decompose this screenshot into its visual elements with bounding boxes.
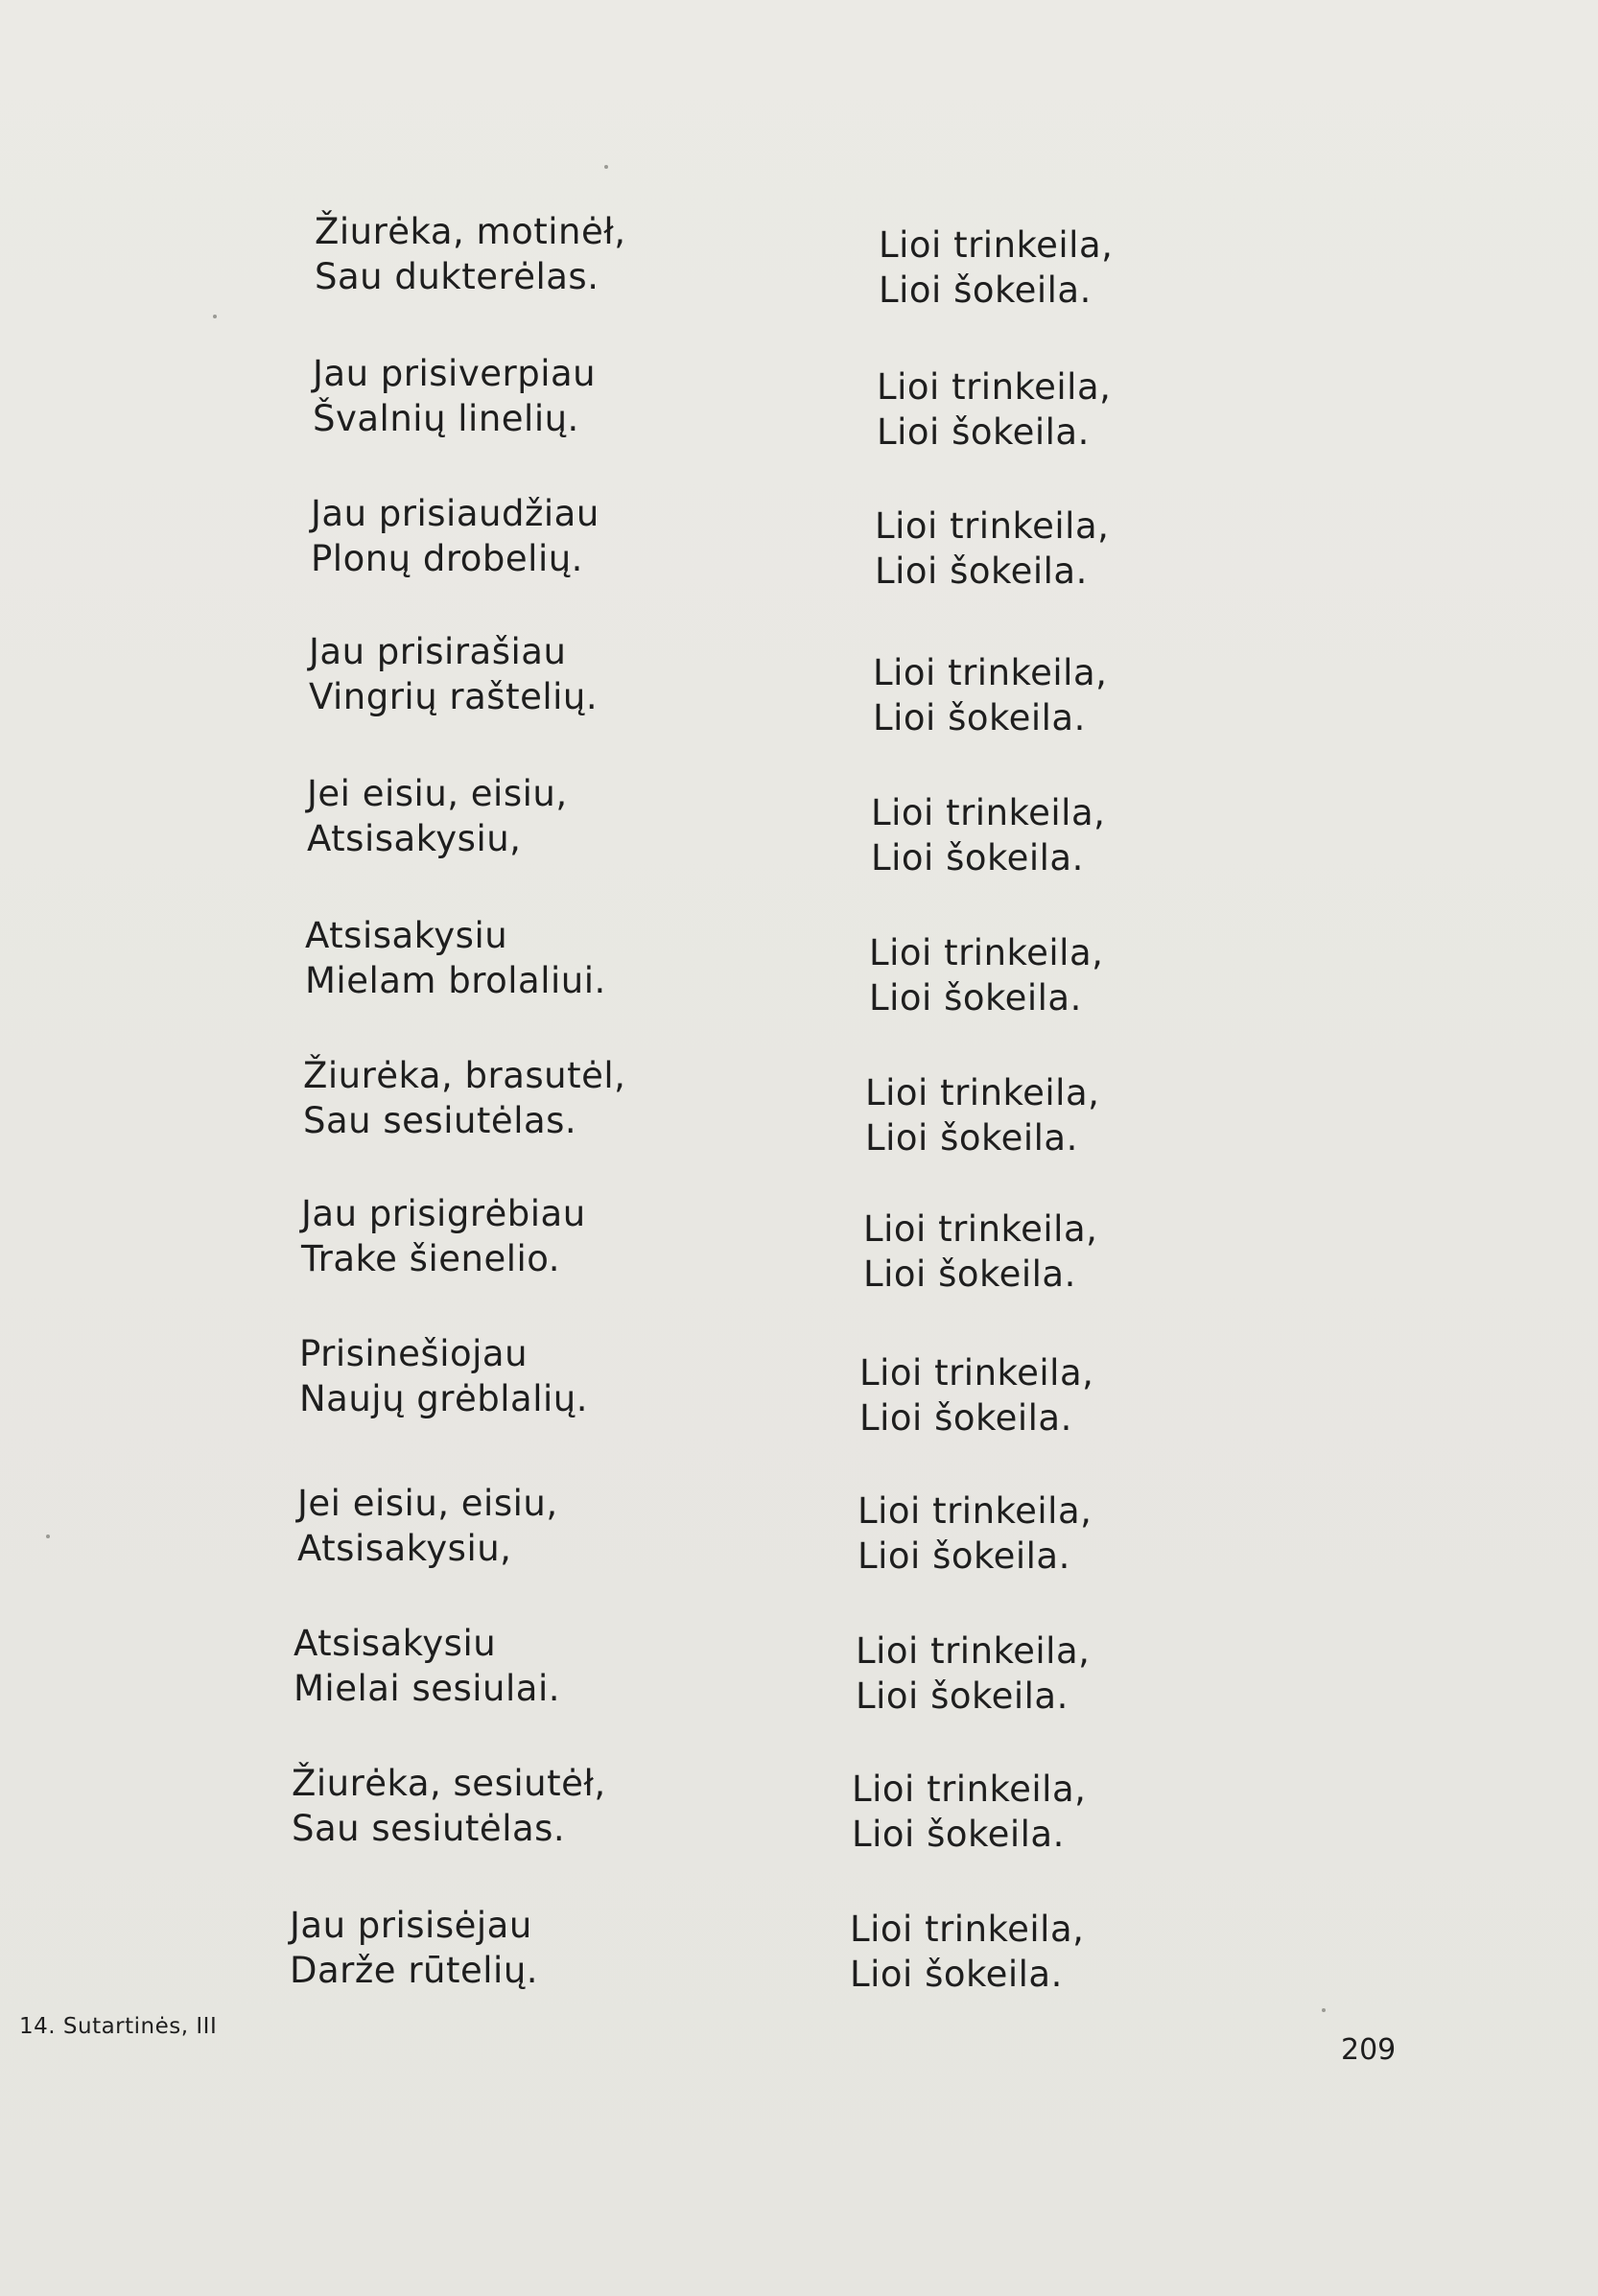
refrain-line: Lioi trinkeila, <box>871 792 1106 833</box>
stanza-8-left <box>301 1191 586 1281</box>
refrain-line: Lioi šokeila. <box>856 1675 1069 1717</box>
refrain-line: Lioi šokeila. <box>871 837 1084 879</box>
refrain-line: Lioi šokeila. <box>850 1954 1063 1995</box>
refrain-line: Lioi šokeila. <box>877 411 1090 453</box>
refrain-line: Lioi trinkeila, <box>873 652 1108 693</box>
stanza-2-left <box>313 351 596 441</box>
verse-line: Jau prisisėjau <box>290 1905 532 1946</box>
refrain-line: Lioi trinkeila, <box>877 366 1112 408</box>
stanza-5-refrain <box>871 790 1105 880</box>
paper-speck <box>1322 2008 1326 2012</box>
stanza-4-refrain <box>873 650 1107 740</box>
refrain-line: Lioi trinkeila, <box>852 1769 1087 1810</box>
verse-line: Jau prisigrėbiau <box>301 1193 586 1234</box>
verse-line: Darže rūtelių. <box>290 1950 539 1991</box>
stanza-3-left <box>311 491 599 581</box>
stanza-12-left <box>292 1761 606 1851</box>
stanza-1-left <box>315 209 625 299</box>
refrain-line: Lioi trinkeila, <box>869 932 1104 973</box>
stanza-1-refrain <box>879 223 1113 313</box>
page-number: 209 <box>1341 2033 1397 2067</box>
refrain-line: Lioi trinkeila, <box>879 224 1114 266</box>
verse-line: Mielam brolaliui. <box>305 960 606 1001</box>
verse-line: Atsisakysiu, <box>297 1528 512 1569</box>
verse-line: Sau dukterėlas. <box>315 256 599 297</box>
verse-line: Vingrių raštelių. <box>309 676 599 717</box>
paper-speck <box>46 1535 50 1538</box>
refrain-line: Lioi šokeila. <box>863 1253 1076 1295</box>
verse-line: Mielai sesiulai. <box>294 1668 561 1709</box>
refrain-line: Lioi šokeila. <box>858 1535 1070 1577</box>
verse-line: Prisinešiojau <box>299 1333 529 1374</box>
verse-line: Žiurėka, sesiutėł, <box>292 1763 606 1804</box>
stanza-3-refrain <box>875 504 1109 594</box>
verse-line: Jei eisiu, eisiu, <box>307 773 568 814</box>
refrain-line: Lioi trinkeila, <box>859 1352 1094 1394</box>
refrain-line: Lioi šokeila. <box>865 1117 1078 1159</box>
verse-line: Žiurėka, brasutėl, <box>303 1055 626 1096</box>
stanza-10-refrain <box>858 1488 1092 1579</box>
refrain-line: Lioi šokeila. <box>859 1397 1072 1439</box>
verse-line: Žiurėka, motinėł, <box>315 211 626 252</box>
stanza-13-left <box>290 1903 538 1993</box>
stanza-6-refrain <box>869 930 1103 1020</box>
stanza-5-left <box>307 771 568 861</box>
refrain-line: Lioi trinkeila, <box>865 1072 1100 1113</box>
stanza-4-left <box>309 629 598 719</box>
refrain-line: Lioi trinkeila, <box>875 505 1110 547</box>
signature-mark: 14. Sutartinės, III <box>19 2014 218 2039</box>
stanza-2-refrain <box>877 364 1111 455</box>
stanza-6-left <box>305 913 606 1003</box>
refrain-line: Lioi šokeila. <box>873 697 1086 738</box>
refrain-line: Lioi trinkeila, <box>856 1630 1091 1672</box>
refrain-line: Lioi trinkeila, <box>863 1208 1098 1250</box>
refrain-line: Lioi trinkeila, <box>850 1909 1085 1950</box>
stanza-10-left <box>297 1481 558 1571</box>
verse-line: Jei eisiu, eisiu, <box>297 1483 558 1524</box>
refrain-line: Lioi šokeila. <box>875 551 1088 592</box>
stanza-7-left <box>303 1053 625 1143</box>
verse-line: Sau sesiutėlas. <box>303 1100 577 1141</box>
stanza-11-left <box>294 1621 560 1711</box>
verse-line: Trake šienelio. <box>301 1238 561 1279</box>
stanza-12-refrain <box>852 1767 1086 1857</box>
verse-line: Švalnių linelių. <box>313 398 579 439</box>
refrain-line: Lioi šokeila. <box>879 269 1092 311</box>
stanza-8-refrain <box>863 1207 1097 1297</box>
verse-line: Naujų grėblalių. <box>299 1378 588 1419</box>
stanza-7-refrain <box>865 1070 1099 1160</box>
refrain-line: Lioi trinkeila, <box>858 1490 1093 1532</box>
verse-line: Atsisakysiu <box>305 915 508 956</box>
verse-line: Jau prisirašiau <box>309 631 567 672</box>
verse-line: Jau prisiverpiau <box>313 353 597 394</box>
stanza-9-left <box>299 1331 588 1421</box>
paper-speck <box>604 165 608 169</box>
stanza-13-refrain <box>850 1907 1084 1997</box>
verse-line: Plonų drobelių. <box>311 538 583 579</box>
verse-line: Atsisakysiu <box>294 1623 497 1664</box>
verse-line: Jau prisiaudžiau <box>311 493 599 534</box>
verse-line: Atsisakysiu, <box>307 818 522 859</box>
verse-line: Sau sesiutėlas. <box>292 1808 566 1849</box>
paper-speck <box>213 315 217 318</box>
stanza-9-refrain <box>859 1350 1093 1441</box>
refrain-line: Lioi šokeila. <box>869 977 1082 1019</box>
refrain-line: Lioi šokeila. <box>852 1814 1065 1855</box>
stanza-11-refrain <box>856 1628 1090 1719</box>
